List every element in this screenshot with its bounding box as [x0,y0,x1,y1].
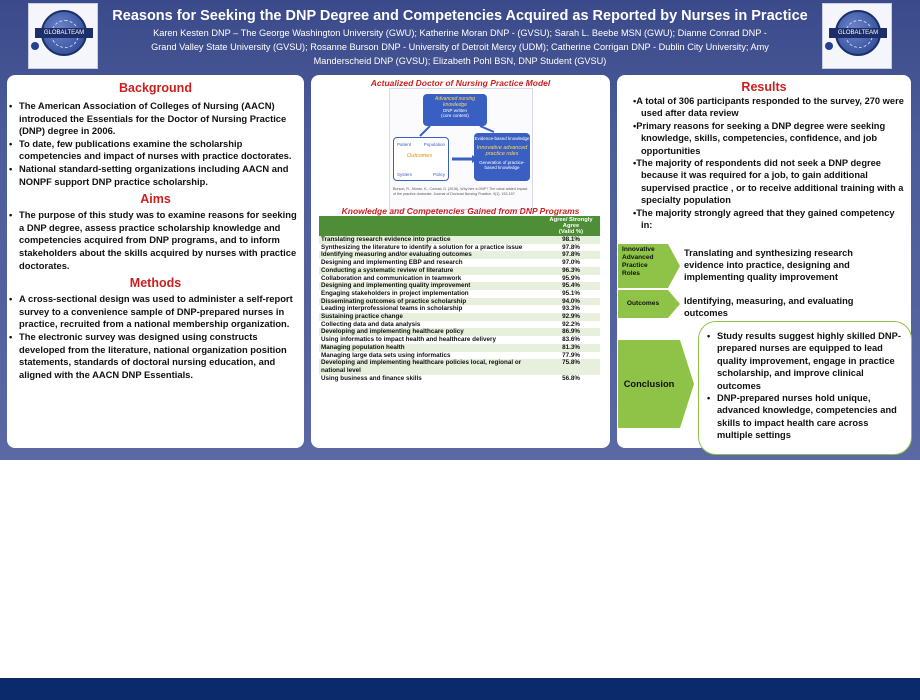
table-row [319,244,600,252]
row-value: 98.1% [542,236,600,244]
model-system: System [397,172,413,177]
row-label: Disseminating outcomes of practice scholarship [319,298,542,306]
aims-heading: Aims [140,192,171,207]
table-row [319,267,600,275]
table-title: Knowledge and Competencies Gained from DNP Programs [341,206,580,216]
model-right-line: Evidence-based knowledge [474,136,530,141]
conclusion-box [698,321,912,455]
table-row [319,298,600,306]
authors-line: Grand Valley State University (GVSU); Rosanne Burson DNP - University of Detroit Mercy (UDM); Catherine Corrigan DNP - Dublin City University; Amy [151,42,769,52]
row-value: 56.8% [542,375,600,383]
row-value: 83.6% [542,336,600,344]
row-label: Leading interprofessional teams in scholarship [319,305,542,313]
logo-label: GLOBALTEAM [829,28,887,38]
competency-table [319,216,600,382]
aims-list [7,209,304,272]
row-label: Collaboration and communication in teamwork [319,275,542,283]
table-row [319,236,600,244]
row-label: Designing and implementing EBP and research [319,259,542,267]
table-row [319,275,600,283]
model-arrows [390,89,534,189]
conclusion-list [707,330,903,442]
model-title: Actualized Doctor of Nursing Practice Model [370,78,551,88]
seal-icon [825,42,833,50]
row-label: Conducting a systematic review of literature [319,267,542,275]
globalteam-logo-left [28,3,98,69]
table-row [319,336,600,344]
table-header-value [542,216,600,236]
table-row [319,352,600,360]
table-row [319,328,600,336]
row-label: Identifying measuring and/or evaluating outcomes [319,251,542,259]
table-row [319,305,600,313]
methods-heading: Methods [129,276,182,291]
results-item: •The majority of respondents did not seek a DNP degree because it was required for a job, to gain additional supervised practice , or to receive additional training with a specialty population [633,158,904,206]
authors [108,26,812,68]
model-right-line: Innovative advanced practice roles [476,145,528,157]
model-right-line: Generation of practice-based knowledge [479,160,525,170]
model-policy: Policy [432,172,445,177]
table-row [319,282,600,290]
results-list [633,95,905,231]
globalteam-logo-right [822,3,892,69]
background-item: • National standard-setting organizations including AACN and NONPF support DNP practice scholarship. [7,163,304,188]
row-label: Engaging stakeholders in project implementation [319,290,542,298]
background-item: • The American Association of Colleges of Nursing (AACN) introduced the Essentials for the Doctor of Nursing Practice (DNP) degree in 2006. [7,100,304,138]
row-label: Sustaining practice change [319,313,542,321]
row-value: 97.8% [542,244,600,252]
row-label: Synthesizing the literature to identify a solution for a practice issue [319,244,542,252]
results-item: •Primary reasons for seeking a DNP degree were seeking knowledge, skills, competencies, confidence, and job opportunities [633,120,886,156]
conclusion-tag: Conclusion [618,340,680,428]
table-body [319,236,600,382]
model-outcomes: Outcomes [407,153,433,159]
row-label: Translating research evidence into practice [319,236,542,244]
model-patient: Patient [397,142,412,147]
table-header-label [319,216,542,236]
aims-item: • The purpose of this study was to examine reasons for seeking a DNP degree, assess practice scholarship knowledge and competencies acquired from DNP programs, and to inform stakeholders about the skills acquired by nurses with practice doctorates. [7,209,304,272]
row-label: Managing population health [319,344,542,352]
row-value: 92.2% [542,321,600,329]
outcomes-text: Identifying, measuring, and evaluating outcomes [684,296,854,318]
model-citation: Burson, R., Moran, K., Conrad, D. (2016). Why hire a DNP? The value added impact of the practice doctorate. Journal of Doctoral Nursing Practice, 9(1), 152-157. [393,187,528,196]
conclusion-item: • DNP-prepared nurses hold unique, advanced knowledge, competencies and skills to impact health care across multiple settings [707,392,903,442]
arrow-down-left [420,126,430,136]
row-value: 81.3% [542,344,600,352]
authors-line: Karen Kesten DNP – The George Washington University (GWU); Katherine Moran DNP - (GVSU); Sarah L. Beebe MSN (GWU); Dianne Conrad DNP - [153,28,767,38]
table-row [319,321,600,329]
methods-item: • The electronic survey was designed using constructs developed from the literature, national organization position statements, standards of doctoral nursing education, and aligned with the AACN DNP Essentials. [7,331,304,381]
row-value: 97.8% [542,251,600,259]
results-heading: Results [741,80,787,94]
background-item: • To date, few publications examine the scholarship competencies and impact of nurses with practice doctorates. [7,138,304,163]
row-value: 93.3% [542,305,600,313]
innovative-roles-text: Translating and synthesizing research evidence into practice, designing and implementing quality improvement [684,248,853,282]
conclusion-item: • Study results suggest highly skilled DNP-prepared nurses are equipped to lead quality improvement, engage in practice scholarship, and improve clinical outcomes [707,330,903,392]
table-row [319,375,600,383]
seal-icon [31,42,39,50]
bottom-bar [0,678,920,700]
row-value: 94.0% [542,298,600,306]
row-label: Designing and implementing quality improvement [319,282,542,290]
table-header-sub: (Valid %) [558,229,584,235]
left-panel [7,75,304,448]
row-value: 97.0% [542,259,600,267]
row-label: Managing large data sets using informatics [319,352,542,360]
row-label: Developing and implementing healthcare policies local, regional or national level [319,359,542,374]
model-population: Population [423,142,445,147]
dnp-model-diagram [389,88,533,210]
row-value: 95.9% [542,275,600,283]
row-label: Developing and implementing healthcare policy [319,328,542,336]
methods-list [7,293,304,381]
poster-title: Reasons for Seeking the DNP Degree and Competencies Acquired as Reported by Nurses in Practice [112,8,808,24]
row-label: Using informatics to impact health and healthcare delivery [319,336,542,344]
arrow-down-right [480,126,494,132]
results-item: •A total of 306 participants responded to the survey, 270 were used after data review [633,96,904,119]
outcomes-tag: Outcomes [618,290,668,318]
model-top-line: Advanced nursing knowledge [434,96,476,108]
row-value: 75.8% [542,359,600,374]
table-header-value-text: Agree/ Strongly Agree [549,217,593,229]
model-top-line: (core content) [441,113,469,118]
arrowhead [472,155,478,163]
authors-line: Manderscheid DNP (GVSU); Elizabeth Pohl BSN, DNP Student (GVSU) [313,56,607,66]
row-value: 92.9% [542,313,600,321]
table-row [319,313,600,321]
table-row [319,251,600,259]
table-row [319,344,600,352]
poster-header [0,0,920,72]
model-top-line: DNP written [443,108,467,113]
row-value: 86.9% [542,328,600,336]
innovative-roles-tag: Innovative Advanced Practice Roles [618,244,668,288]
results-item: •The majority strongly agreed that they gained competency in: [633,207,895,231]
row-label: Collecting data and data analysis [319,321,542,329]
table-row [319,259,600,267]
table-row [319,290,600,298]
table-row [319,359,600,374]
row-value: 77.9% [542,352,600,360]
row-value: 95.1% [542,290,600,298]
background-list [7,100,304,188]
logo-label: GLOBALTEAM [35,28,93,38]
row-value: 95.4% [542,282,600,290]
methods-item: • A cross-sectional design was used to administer a self-report survey to a convenience sample of DNP-prepared nurses in practice, recruited from a national membership organization. [7,293,304,331]
row-value: 96.3% [542,267,600,275]
background-heading: Background [119,81,192,95]
middle-panel [311,75,610,448]
row-label: Using business and finance skills [319,375,542,383]
